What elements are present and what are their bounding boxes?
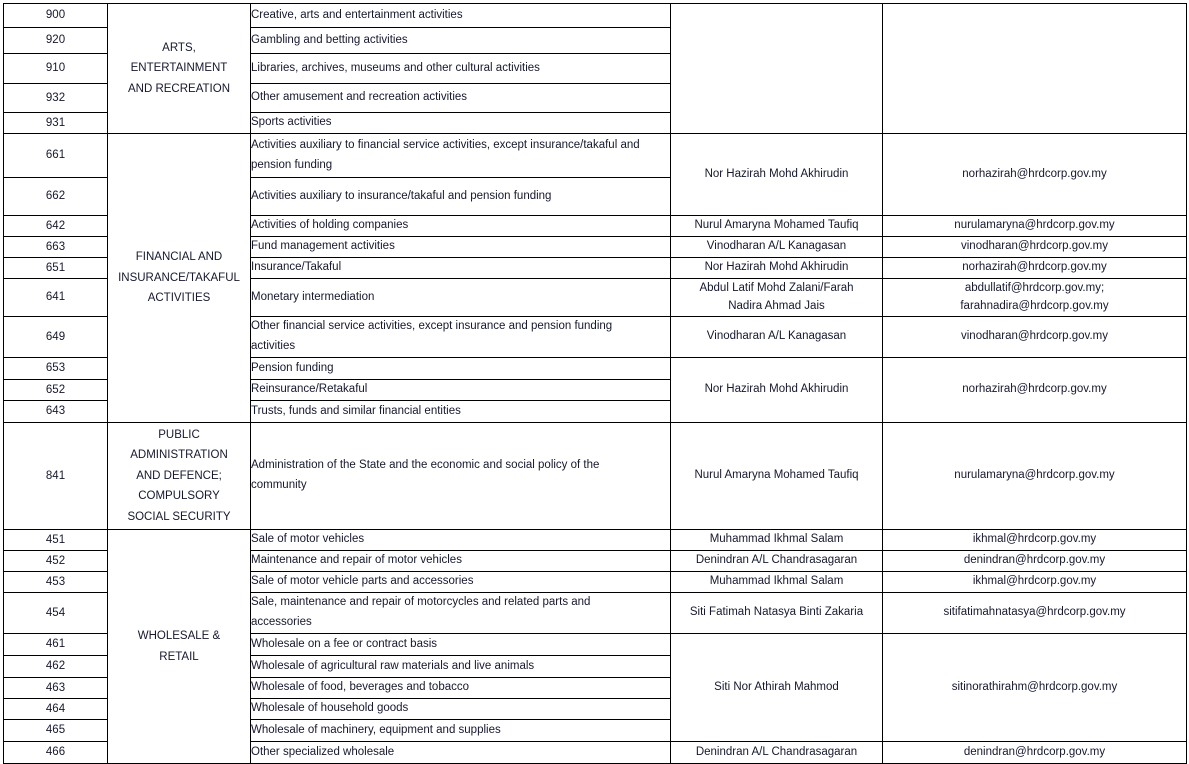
msic-code-cell: 920 — [4, 28, 108, 54]
msic-code-cell: 461 — [4, 634, 108, 656]
msic-code-cell: 462 — [4, 656, 108, 678]
officer-email-cell: vinodharan@hrdcorp.gov.my — [883, 237, 1187, 258]
activity-description-cell: Maintenance and repair of motor vehicles — [251, 551, 671, 572]
officer-name-cell: Nor Hazirah Mohd Akhirudin — [671, 358, 883, 423]
sector-line: ACTIVITIES — [147, 292, 211, 305]
activity-description-cell: Pension funding — [251, 358, 671, 380]
msic-code-cell: 662 — [4, 178, 108, 216]
activity-description-cell: Wholesale on a fee or contract basis — [251, 634, 671, 656]
officer-name-cell: Nurul Amaryna Mohamed Taufiq — [671, 423, 883, 530]
msic-code-cell: 454 — [4, 593, 108, 634]
msic-code-cell: 652 — [4, 380, 108, 401]
msic-sector-contact-table — [3, 3, 1187, 764]
sector-line: SOCIAL SECURITY — [127, 510, 231, 523]
officer-name-line: Nadira Ahmad Jais — [728, 299, 825, 312]
msic-code-cell: 464 — [4, 699, 108, 720]
officer-email-cell: ikhmal@hrdcorp.gov.my — [883, 572, 1187, 593]
activity-description-cell: Creative, arts and entertainment activities — [251, 4, 671, 28]
sector-line: PUBLIC — [158, 428, 200, 441]
activity-description-cell: Wholesale of agricultural raw materials and live animals — [251, 656, 671, 678]
msic-code-cell: 653 — [4, 358, 108, 380]
sector-line: ARTS, — [162, 41, 196, 54]
officer-name-cell: Muhammad Ikhmal Salam — [671, 530, 883, 551]
desc-line: community — [251, 479, 307, 491]
officer-name-cell — [671, 4, 883, 134]
activity-description-cell: Wholesale of household goods — [251, 699, 671, 720]
activity-description-cell: Fund management activities — [251, 237, 671, 258]
officer-name-cell: Denindran A/L Chandrasagaran — [671, 551, 883, 572]
officer-name-cell: Denindran A/L Chandrasagaran — [671, 742, 883, 764]
desc-line: Activities auxiliary to financial service activities, except insurance/takaful and — [251, 138, 640, 151]
officer-email-cell: vinodharan@hrdcorp.gov.my — [883, 317, 1187, 358]
activity-description-cell: Activities auxiliary to insurance/takaful and pension funding — [251, 178, 671, 216]
msic-code-cell: 452 — [4, 551, 108, 572]
table-row — [4, 4, 1187, 28]
activity-description-cell: Other specialized wholesale — [251, 742, 671, 764]
msic-code-cell: 932 — [4, 84, 108, 113]
activity-description-cell: Other amusement and recreation activities — [251, 84, 671, 113]
activity-description-cell: Monetary intermediation — [251, 279, 671, 317]
activity-description-cell — [251, 317, 671, 358]
msic-code-cell: 841 — [4, 423, 108, 530]
officer-email-cell: denindran@hrdcorp.gov.my — [883, 742, 1187, 764]
sector-cell-public-administration — [108, 423, 251, 530]
activity-description-cell — [251, 593, 671, 634]
sector-line: ENTERTAINMENT — [130, 62, 228, 75]
officer-email-cell: denindran@hrdcorp.gov.my — [883, 551, 1187, 572]
activity-description-cell: Wholesale of food, beverages and tobacco — [251, 678, 671, 699]
msic-code-cell: 663 — [4, 237, 108, 258]
sector-cell-arts — [108, 4, 251, 134]
msic-code-cell: 661 — [4, 134, 108, 178]
officer-name-cell: Vinodharan A/L Kanagasan — [671, 317, 883, 358]
table-row — [4, 134, 1187, 178]
officer-name-cell: Siti Fatimah Natasya Binti Zakaria — [671, 593, 883, 634]
officer-email-cell: norhazirah@hrdcorp.gov.my — [883, 358, 1187, 423]
activity-description-cell — [251, 134, 671, 178]
officer-name-cell: Nor Hazirah Mohd Akhirudin — [671, 258, 883, 279]
activity-description-cell: Sports activities — [251, 113, 671, 134]
sector-line: ADMINISTRATION — [130, 449, 228, 462]
activity-description-cell: Gambling and betting activities — [251, 28, 671, 54]
msic-code-cell: 649 — [4, 317, 108, 358]
officer-name-cell: Vinodharan A/L Kanagasan — [671, 237, 883, 258]
officer-email-line: abdullatif@hrdcorp.gov.my; — [964, 282, 1105, 295]
officer-email-line: farahnadira@hrdcorp.gov.my — [960, 299, 1109, 312]
officer-email-cell: nurulamaryna@hrdcorp.gov.my — [883, 216, 1187, 237]
activity-description-cell: Sale of motor vehicle parts and accessories — [251, 572, 671, 593]
desc-line: Administration of the State and the economic and social policy of the — [251, 459, 600, 472]
msic-code-cell: 931 — [4, 113, 108, 134]
desc-line: accessories — [251, 616, 312, 628]
officer-email-cell: norhazirah@hrdcorp.gov.my — [883, 258, 1187, 279]
activity-description-cell: Sale of motor vehicles — [251, 530, 671, 551]
msic-code-cell: 643 — [4, 401, 108, 423]
activity-description-cell — [251, 423, 671, 530]
msic-code-cell: 466 — [4, 742, 108, 764]
msic-code-cell: 453 — [4, 572, 108, 593]
officer-email-cell: sitinorathirahm@hrdcorp.gov.my — [883, 634, 1187, 742]
officer-email-cell: ikhmal@hrdcorp.gov.my — [883, 530, 1187, 551]
desc-line: activities — [251, 340, 296, 352]
officer-email-cell: sitifatimahnatasya@hrdcorp.gov.my — [883, 593, 1187, 634]
activity-description-cell: Libraries, archives, museums and other cultural activities — [251, 54, 671, 84]
activity-description-cell: Trusts, funds and similar financial entities — [251, 401, 671, 423]
desc-line: Sale, maintenance and repair of motorcycles and related parts and — [251, 596, 591, 609]
sector-line: AND RECREATION — [127, 82, 231, 95]
activity-description-cell: Insurance/Takaful — [251, 258, 671, 279]
officer-email-cell — [883, 279, 1187, 317]
msic-code-cell: 910 — [4, 54, 108, 84]
sector-line: RETAIL — [159, 650, 199, 663]
officer-name-cell: Nurul Amaryna Mohamed Taufiq — [671, 216, 883, 237]
desc-line: pension funding — [251, 158, 333, 171]
sector-line: WHOLESALE & — [137, 630, 221, 643]
officer-name-cell: Siti Nor Athirah Mahmod — [671, 634, 883, 742]
activity-description-cell: Activities of holding companies — [251, 216, 671, 237]
officer-email-cell: nurulamaryna@hrdcorp.gov.my — [883, 423, 1187, 530]
activity-description-cell: Wholesale of machinery, equipment and supplies — [251, 720, 671, 742]
msic-code-cell: 900 — [4, 4, 108, 28]
officer-email-cell — [883, 4, 1187, 134]
msic-code-cell: 463 — [4, 678, 108, 699]
msic-code-cell: 651 — [4, 258, 108, 279]
officer-name-line: Abdul Latif Mohd Zalani/Farah — [699, 282, 854, 295]
sector-cell-financial — [108, 134, 251, 423]
table-row — [4, 423, 1187, 530]
activity-description-cell: Reinsurance/Retakaful — [251, 380, 671, 401]
officer-email-cell: norhazirah@hrdcorp.gov.my — [883, 134, 1187, 216]
sector-cell-wholesale-retail — [108, 530, 251, 764]
officer-name-cell: Muhammad Ikhmal Salam — [671, 572, 883, 593]
sector-line: INSURANCE/TAKAFUL — [118, 271, 240, 284]
table-row — [4, 530, 1187, 551]
sector-line: COMPULSORY — [138, 490, 220, 503]
msic-code-cell: 451 — [4, 530, 108, 551]
officer-name-cell: Nor Hazirah Mohd Akhirudin — [671, 134, 883, 216]
sector-line: FINANCIAL AND — [135, 251, 223, 264]
msic-code-cell: 642 — [4, 216, 108, 237]
officer-name-cell — [671, 279, 883, 317]
msic-code-cell: 465 — [4, 720, 108, 742]
sector-line: AND DEFENCE; — [136, 469, 222, 482]
msic-code-cell: 641 — [4, 279, 108, 317]
desc-line: Other financial service activities, except insurance and pension funding — [251, 320, 613, 333]
